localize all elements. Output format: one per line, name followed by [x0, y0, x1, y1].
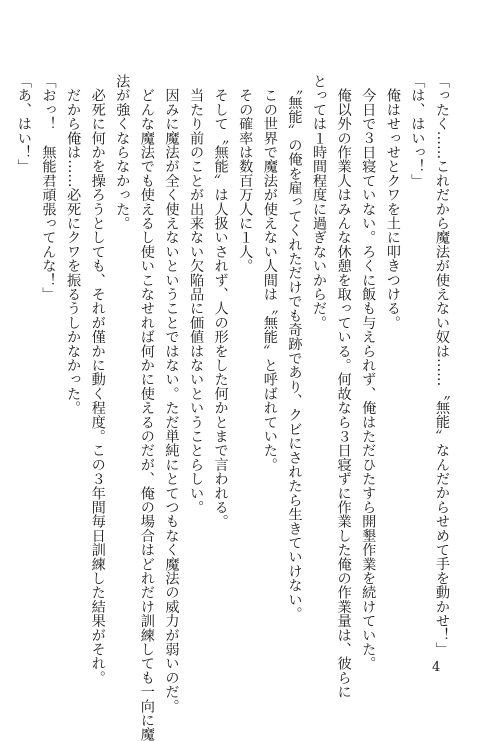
text-line: 「あ、はい！」 — [15, 74, 32, 174]
text-line: 「は、はいっ！」 — [409, 74, 426, 188]
text-line: とっては１時間程度に過ぎないからだ。 — [311, 74, 328, 330]
page-number: 4 — [432, 660, 441, 675]
text-line: どんな魔法でも使えるし使いこなせれば何かに使えるのだが、俺の場合はどれだけ訓練しても一向に魔 — [138, 74, 155, 741]
text-line: 因みに魔法が全く使えないということではない。ただ単純にとてつもなく魔法の威力が弱いのだ。 — [163, 74, 180, 713]
novel-body-text — [15, 74, 454, 741]
text-line: 当たり前のことが出来ない欠陥品に価値はないということらしい。 — [188, 74, 205, 515]
text-line: 〝無能〟の俺を雇ってくれただけでも奇跡であり、クビにされたら生きていけない。 — [286, 74, 303, 621]
text-line: 法が強くならなかった。 — [114, 74, 131, 231]
text-line: 今日で３日寝ていない。ろくに飯も与えられず、俺はただひたすら開墾作業を続けていた。 — [360, 74, 377, 671]
text-line: だから俺は……必死にクワを振るうしかなかった。 — [65, 74, 82, 415]
text-line: 必死に何かを操ろうとしても、それが僅かに動く程度。この３年間毎日訓練した結果がそれ。 — [89, 74, 106, 685]
text-line: 俺はせっせとクワを土に叩きつける。 — [384, 74, 401, 330]
text-line: その確率は数百万人に１人。 — [237, 74, 254, 273]
text-line: 「おっ！ 無能君頑張ってんな！」 — [40, 74, 57, 302]
text-line: 「ったく……これだから魔法が使えない奴は……〝無能〟なんだからせめて手を動かせ！」 — [434, 74, 450, 657]
text-line: この世界で魔法が使えない人間は〝無能〟と呼ばれていた。 — [261, 74, 278, 472]
text-line: 俺以外の作業人はみんな休憩を取っている。何故なら３日寝ずに作業した俺の作業量は、彼らに — [335, 74, 352, 699]
text-line: そして〝無能〟は人扱いされず、人の形をした何かとまで言われる。 — [212, 74, 229, 529]
